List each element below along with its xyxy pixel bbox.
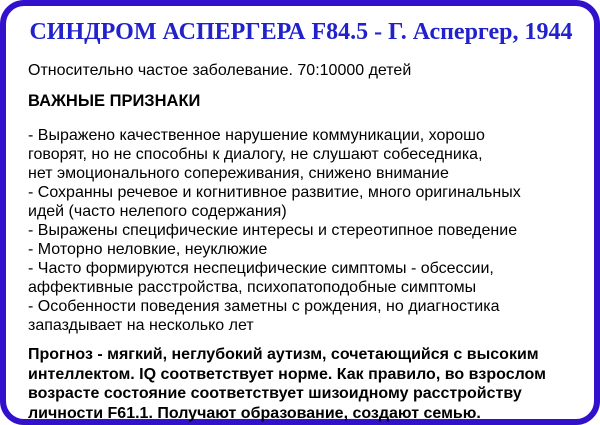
prevalence-text: Относительно частое заболевание. 70:10000 детей [28, 62, 412, 79]
features-list: - Выражено качественное нарушение коммуникации, хорошо говорят, но не способны к диалогу, не слушают собеседника, нет эмоционального сопереживания, снижено внимание - Сохранны речевое и когнитивное развитие, много оригинальных идей (часто нелепого содержания) - Выражены специфические интересы и стереотипное поведение - Моторно неловкие, неуклюжие - Часто формируются неспецифические симптомы - обсессии, аффективные расстройства, психопатоподобные симптомы - Особенности поведения заметны с рождения, но диагностика запаздывает на несколько лет [28, 127, 521, 334]
slide-title: СИНДРОМ АСПЕРГЕРА F84.5 - Г. Аспергер, 1944 [29, 19, 573, 45]
prognosis-text: Прогноз - мягкий, неглубокий аутизм, сочетающийся с высоким интеллектом. IQ соответствует норме. Как правило, во взрослом возрасте состояние соответствует шизоидному расстройству личности F61.1. Получают образование, создают семью. [28, 346, 546, 422]
slide-content [6, 6, 594, 422]
important-signs-heading: ВАЖНЫЕ ПРИЗНАКИ [28, 92, 201, 110]
